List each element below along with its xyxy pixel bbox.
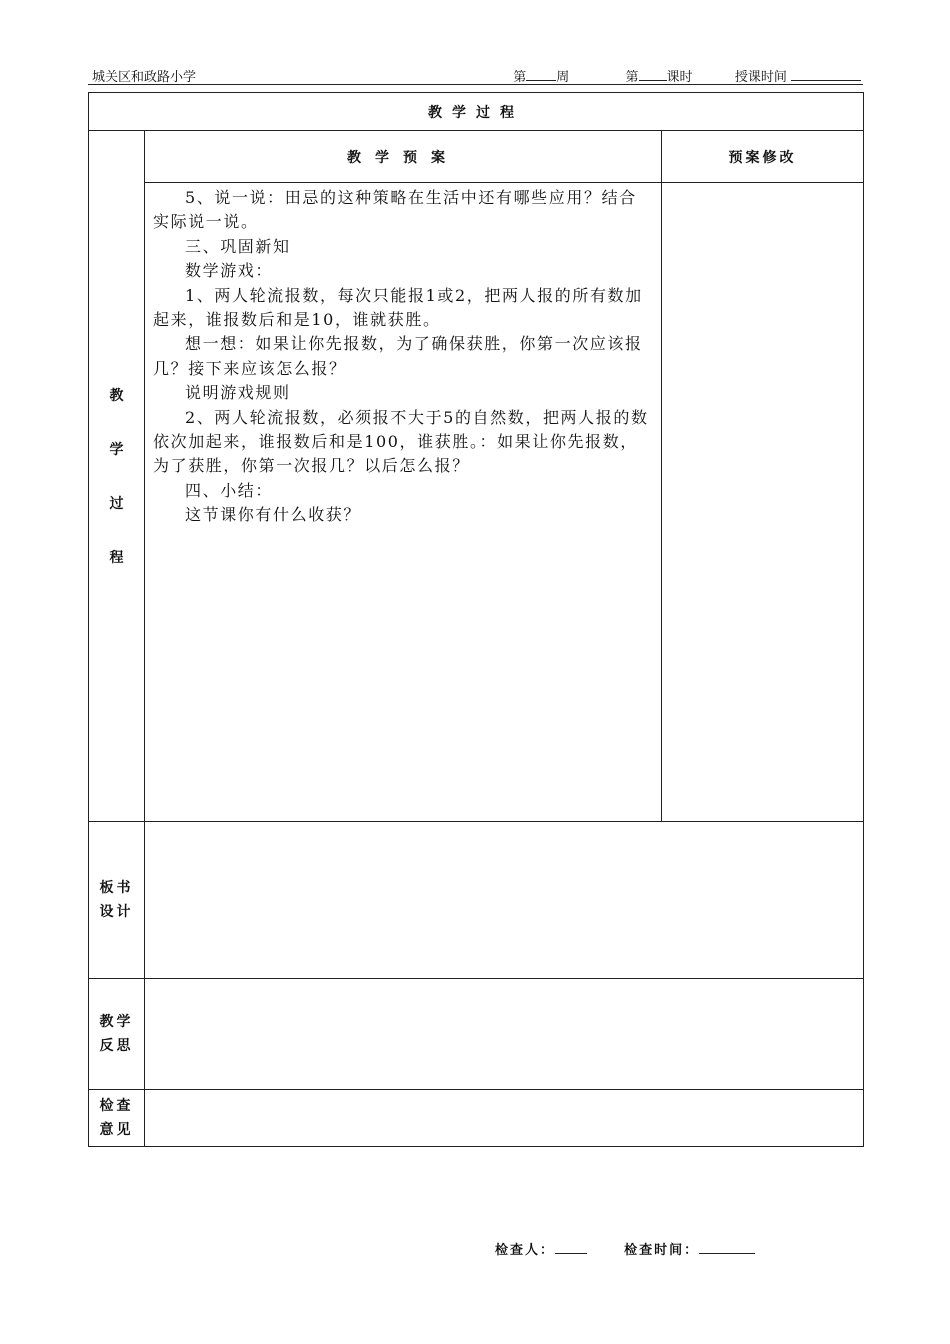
lesson-table: [88, 92, 864, 1147]
board-design-cell[interactable]: [145, 822, 864, 979]
check-opinion-cell[interactable]: [145, 1090, 864, 1147]
reflection-cell[interactable]: [145, 979, 864, 1090]
lesson-info: [513, 66, 861, 85]
time-blank[interactable]: [791, 68, 861, 81]
content-line: 想一想：如果让你先报数，为了确保获胜，你第一次应该报几？接下来应该怎么报？: [153, 334, 643, 378]
content-line: 这节课你有什么收获？: [185, 505, 362, 525]
content-line: 5、说一说：田忌的这种策略在生活中还有哪些应用？结合实际说一说。: [153, 188, 637, 232]
plan-content-cell[interactable]: [145, 183, 662, 822]
page-footer: [495, 1239, 755, 1258]
side-label-reflection: 教学 反思: [89, 979, 145, 1090]
week-suffix: 周: [556, 70, 570, 85]
content-line: 三、巩固新知: [185, 236, 291, 256]
checker-blank[interactable]: [555, 1241, 587, 1254]
side-label-check-opinion: 检查 意见: [89, 1090, 145, 1147]
check-time-label: 检查时间：: [624, 1243, 700, 1258]
table-title: 教学过程: [89, 93, 864, 131]
side-label-process: 教 学 过 程: [89, 131, 145, 822]
school-name: 城关区和政路小学: [92, 70, 197, 85]
week-prefix: 第: [513, 70, 527, 85]
checker-label: 检查人：: [495, 1243, 556, 1258]
lesson-suffix: 课时: [666, 70, 693, 85]
content-line: 1、两人轮流报数，每次只能报1或2，把两人报的所有数加起来，谁报数后和是10，谁就获胜。: [153, 285, 643, 330]
content-line: 说明游戏规则: [185, 383, 291, 403]
check-time-blank[interactable]: [699, 1241, 755, 1254]
side-label-board-design: 板书 设计: [89, 822, 145, 979]
week-blank[interactable]: [526, 68, 556, 81]
column-header-plan: 教学预案: [145, 131, 662, 183]
content-line: 四、小结：: [185, 480, 274, 500]
lesson-blank[interactable]: [639, 68, 667, 81]
plan-content: [145, 183, 661, 528]
lesson-prefix: 第: [625, 70, 639, 85]
revision-cell[interactable]: [662, 183, 864, 822]
content-line: 数学游戏：: [185, 261, 274, 281]
content-line: 2、两人轮流报数，必须报不大于5的自然数，把两人报的数依次加起来，谁报数后和是100，谁获胜。：如果让你先报数，为了获胜，你第一次报几？以后怎么报？: [153, 407, 649, 476]
time-label: 授课时间: [734, 70, 787, 85]
page-header: [88, 64, 863, 85]
column-header-revision: 预案修改: [662, 131, 864, 183]
